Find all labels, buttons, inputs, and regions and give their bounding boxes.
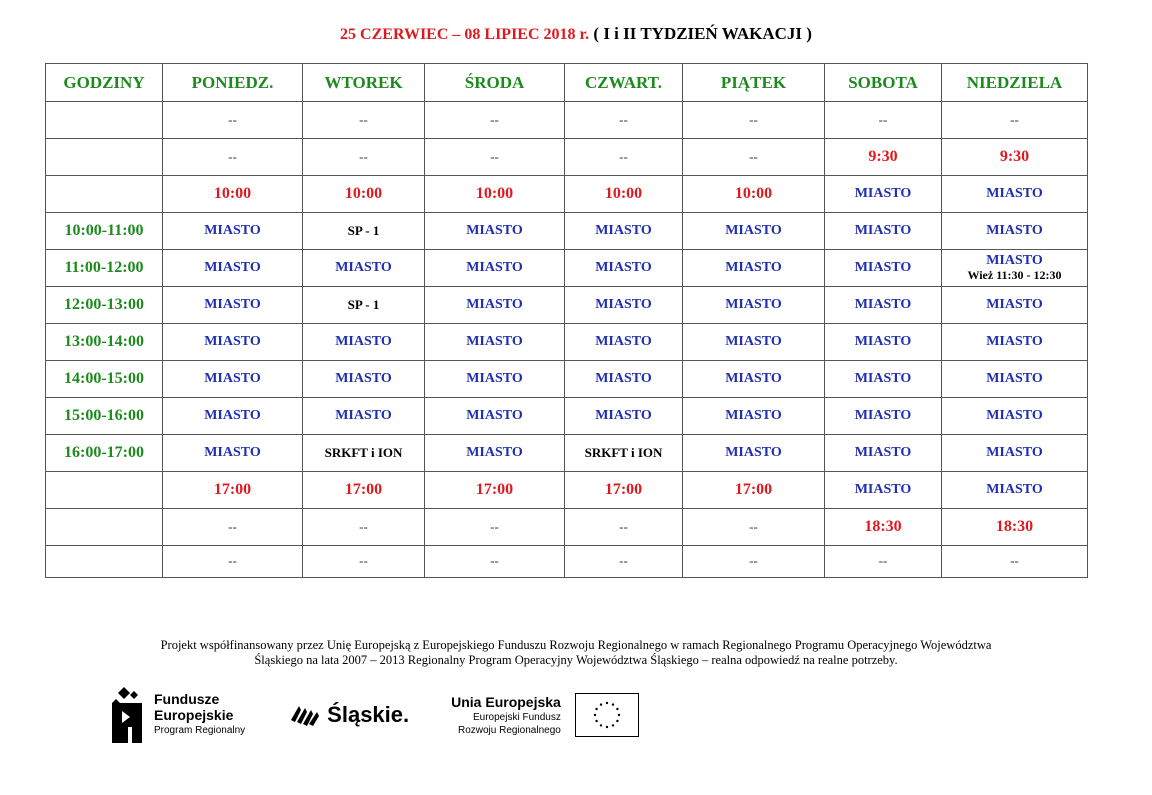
schedule-cell (942, 472, 1088, 509)
schedule-cell-text: MIASTO (595, 334, 652, 349)
eu-star (595, 708, 597, 710)
fe-line-3: Program Regionalny (154, 725, 246, 736)
schedule-cell-text: 10:00 (734, 185, 773, 202)
schedule-cell-text: MIASTO (854, 408, 912, 423)
schedule-cell (825, 398, 942, 435)
schedule-cell-text: MIASTO (725, 297, 782, 312)
schedule-cell-text: 17:00 (604, 481, 643, 498)
schedule-cell (942, 546, 1088, 578)
hour-cell: 15:00-16:00 (46, 398, 163, 435)
hour-cell (46, 176, 163, 213)
schedule-cell (163, 287, 303, 324)
schedule-cell (683, 361, 825, 398)
schedule-cell-text: 10:00 (213, 185, 252, 202)
schedule-cell (425, 435, 565, 472)
fe-line-1: Fundusze (154, 691, 220, 707)
schedule-cell (825, 509, 942, 546)
slaskie-text: Śląskie. (327, 702, 410, 727)
schedule-cell (163, 398, 303, 435)
schedule-cell-text: MIASTO (725, 408, 782, 423)
schedule-cell-text: MIASTO (986, 253, 1043, 268)
schedule-cell-text: MIASTO (595, 260, 652, 275)
schedule-cell-text: -- (490, 111, 499, 127)
schedule-cell-text: -- (749, 148, 758, 164)
schedule-cell (425, 213, 565, 250)
schedule-cell-text: 17:00 (734, 481, 773, 498)
schedule-cell (163, 250, 303, 287)
eu-line-1: Unia Europejska (451, 694, 561, 710)
schedule-cell-text: MIASTO (986, 297, 1043, 312)
schedule-cell (942, 139, 1088, 176)
schedule-cell-text: -- (359, 148, 368, 164)
schedule-cell (825, 324, 942, 361)
schedule-cell (683, 287, 825, 324)
schedule-cell-text: MIASTO (466, 371, 523, 386)
table-row (46, 102, 1088, 139)
schedule-cell-text: -- (490, 148, 499, 164)
column-header-day: CZWART. (565, 64, 683, 102)
schedule-cell (163, 361, 303, 398)
schedule-cell-text: MIASTO (986, 186, 1043, 201)
table-row (46, 435, 1088, 472)
schedule-cell (303, 398, 425, 435)
table-row (46, 509, 1088, 546)
column-header-day: ŚRODA (425, 64, 565, 102)
schedule-cell-text: MIASTO (854, 445, 912, 460)
schedule-cell (683, 509, 825, 546)
schedule-cell-text: -- (359, 553, 368, 568)
schedule-cell-text: MIASTO (204, 223, 261, 238)
eu-star (606, 726, 608, 728)
schedule-cell-text: MIASTO (986, 482, 1043, 497)
eu-star (612, 703, 614, 705)
schedule-cell-text: 17:00 (344, 481, 383, 498)
schedule-cell-text: MIASTO (595, 223, 652, 238)
schedule-cell (303, 102, 425, 139)
schedule-cell-text: -- (359, 111, 368, 127)
schedule-cell-text: MIASTO (335, 408, 392, 423)
schedule-cell (942, 361, 1088, 398)
schedule-cell (942, 435, 1088, 472)
schedule-cell (163, 102, 303, 139)
eu-star (612, 724, 614, 726)
table-row (46, 472, 1088, 509)
schedule-cell (425, 102, 565, 139)
schedule-cell (425, 546, 565, 578)
schedule-cell-note: Wież 11:30 - 12:30 (967, 268, 1062, 282)
schedule-cell-text: MIASTO (986, 223, 1043, 238)
eu-star (595, 720, 597, 722)
schedule-cell-text: -- (1010, 111, 1019, 127)
schedule-cell (303, 287, 425, 324)
schedule-cell (942, 324, 1088, 361)
hour-cell (46, 509, 163, 546)
schedule-cell-text: -- (1010, 553, 1019, 568)
schedule-cell-text: MIASTO (725, 260, 782, 275)
column-header-day: WTOREK (303, 64, 425, 102)
schedule-cell-text: 10:00 (604, 185, 643, 202)
schedule-cell-text: MIASTO (466, 223, 523, 238)
schedule-cell-text: -- (619, 518, 628, 534)
schedule-cell (942, 398, 1088, 435)
hour-cell: 10:00-11:00 (46, 213, 163, 250)
schedule-cell (683, 213, 825, 250)
schedule-cell-text: -- (359, 518, 368, 534)
column-header-day: SOBOTA (825, 64, 942, 102)
schedule-cell-text: MIASTO (466, 297, 523, 312)
schedule-cell (565, 509, 683, 546)
schedule-cell (303, 324, 425, 361)
schedule-cell-text: MIASTO (725, 223, 782, 238)
schedule-cell (565, 324, 683, 361)
schedule-cell-text: MIASTO (986, 334, 1043, 349)
schedule-cell-text: -- (228, 518, 237, 534)
schedule-cell-text: MIASTO (725, 371, 782, 386)
schedule-cell-text: MIASTO (595, 297, 652, 312)
schedule-cell (163, 546, 303, 578)
schedule-cell (425, 250, 565, 287)
eu-flag-icon (575, 693, 639, 737)
funding-note-line-2: Śląskiego na lata 2007 – 2013 Regionalny Program Operacyjny Województwa Śląskiego – realna odpowiedź na realne potrzeby. (254, 653, 898, 667)
schedule-cell (825, 546, 942, 578)
page-title (0, 24, 1152, 44)
schedule-cell (565, 472, 683, 509)
schedule-cell (825, 361, 942, 398)
schedule-cell (303, 176, 425, 213)
schedule-cell (825, 213, 942, 250)
schedule-cell-text: MIASTO (986, 371, 1043, 386)
title-dates: 25 CZERWIEC – 08 LIPIEC 2018 r. (340, 26, 590, 43)
schedule-cell-text: MIASTO (335, 334, 392, 349)
schedule-cell-text: MIASTO (725, 445, 782, 460)
schedule-cell-text: 10:00 (344, 185, 383, 202)
schedule-cell (425, 287, 565, 324)
schedule-cell (163, 472, 303, 509)
schedule-cell-text: MIASTO (204, 260, 261, 275)
schedule-cell-text: SRKFT i ION (324, 444, 403, 460)
schedule-cell-text: MIASTO (335, 260, 392, 275)
eu-star (594, 714, 596, 716)
schedule-cell-text: -- (878, 111, 888, 127)
schedule-cell (683, 435, 825, 472)
schedule-cell (425, 509, 565, 546)
schedule-cell (825, 139, 942, 176)
schedule-cell (942, 213, 1088, 250)
schedule-cell (565, 435, 683, 472)
schedule-cell (942, 102, 1088, 139)
schedule-cell (942, 509, 1088, 546)
table-row (46, 287, 1088, 324)
table-row (46, 361, 1088, 398)
schedule-cell (683, 176, 825, 213)
schedule-cell (683, 139, 825, 176)
slaskie-logo (287, 698, 409, 733)
schedule-cell (163, 213, 303, 250)
schedule-cell (163, 139, 303, 176)
hour-cell (46, 139, 163, 176)
schedule-cell-text: SRKFT i ION (584, 444, 663, 460)
schedule-cell-text: 10:00 (475, 185, 514, 202)
schedule-cell (425, 398, 565, 435)
hour-cell (46, 102, 163, 139)
hour-cell: 11:00-12:00 (46, 250, 163, 287)
slaskie-icon (287, 698, 321, 733)
schedule-cell-text: 9:30 (999, 148, 1030, 165)
schedule-cell-text: MIASTO (854, 371, 912, 386)
schedule-cell (565, 250, 683, 287)
fundusze-europejskie-logo (110, 687, 245, 743)
hour-cell: 13:00-14:00 (46, 324, 163, 361)
eu-star (616, 720, 618, 722)
eu-star (600, 703, 602, 705)
schedule-cell (565, 176, 683, 213)
column-header-hours: GODZINY (46, 64, 163, 102)
schedule-cell (303, 509, 425, 546)
eu-line-3: Rozwoju Regionalnego (457, 725, 561, 736)
schedule-cell (825, 176, 942, 213)
fe-line-2: Europejskie (154, 707, 234, 723)
schedule-cell-text: -- (878, 553, 888, 568)
eu-star (618, 714, 620, 716)
hour-cell (46, 472, 163, 509)
schedule-cell (683, 102, 825, 139)
schedule-cell (303, 361, 425, 398)
schedule-cell (565, 102, 683, 139)
hour-cell: 14:00-15:00 (46, 361, 163, 398)
schedule-cell (825, 250, 942, 287)
schedule-cell-text: MIASTO (854, 260, 912, 275)
schedule-cell-text: 18:30 (864, 518, 902, 535)
schedule-cell-text: -- (490, 553, 499, 568)
schedule-cell-text: MIASTO (204, 445, 261, 460)
schedule-cell (425, 361, 565, 398)
hour-cell: 12:00-13:00 (46, 287, 163, 324)
schedule-cell (303, 472, 425, 509)
schedule-cell-text: -- (619, 111, 628, 127)
schedule-cell (942, 287, 1088, 324)
schedule-cell-text: MIASTO (854, 223, 912, 238)
schedule-cell (565, 361, 683, 398)
schedule-cell-text: MIASTO (204, 334, 261, 349)
schedule-cell (683, 398, 825, 435)
schedule-cell-text: -- (228, 553, 237, 568)
schedule-cell (425, 176, 565, 213)
schedule-cell (565, 398, 683, 435)
schedule-cell-text: -- (749, 518, 758, 534)
table-row (46, 398, 1088, 435)
schedule-cell (825, 287, 942, 324)
schedule-cell-text: -- (490, 518, 499, 534)
schedule-cell (425, 324, 565, 361)
schedule-cell-text: -- (228, 148, 237, 164)
schedule-cell-text: -- (228, 111, 237, 127)
schedule-cell-text: MIASTO (466, 408, 523, 423)
schedule-cell-text: -- (749, 553, 758, 568)
schedule-cell (565, 546, 683, 578)
column-header-day: NIEDZIELA (942, 64, 1088, 102)
schedule-cell (303, 250, 425, 287)
schedule-cell-text: 17:00 (475, 481, 514, 498)
schedule-cell (825, 102, 942, 139)
schedule-cell-text: MIASTO (466, 260, 523, 275)
eu-star (616, 708, 618, 710)
schedule-table (45, 63, 1088, 578)
header-row (46, 64, 1088, 102)
table-row (46, 324, 1088, 361)
eu-star (606, 702, 608, 704)
schedule-cell-text: -- (749, 111, 758, 127)
schedule-cell-text: MIASTO (854, 186, 912, 201)
schedule-cell-text: MIASTO (204, 408, 261, 423)
sponsor-logos (110, 685, 639, 745)
schedule-cell (565, 213, 683, 250)
eu-star (600, 724, 602, 726)
schedule-cell-text: MIASTO (466, 445, 523, 460)
schedule-cell-text: MIASTO (854, 297, 912, 312)
schedule-cell (303, 435, 425, 472)
schedule-cell-text: MIASTO (725, 334, 782, 349)
schedule-cell (163, 509, 303, 546)
schedule-cell-text: -- (619, 553, 628, 568)
schedule-cell (942, 176, 1088, 213)
schedule-cell (683, 324, 825, 361)
schedule-cell-text: MIASTO (595, 371, 652, 386)
schedule-cell-text: MIASTO (335, 371, 392, 386)
table-row (46, 213, 1088, 250)
column-header-day: PIĄTEK (683, 64, 825, 102)
schedule-cell-text: MIASTO (854, 482, 912, 497)
title-subtitle: ( I i II TYDZIEŃ WAKACJI ) (593, 24, 812, 43)
schedule-cell (942, 250, 1088, 287)
schedule-cell-text: MIASTO (595, 408, 652, 423)
schedule-cell (163, 435, 303, 472)
table-row (46, 250, 1088, 287)
schedule-cell (683, 472, 825, 509)
schedule-cell (163, 176, 303, 213)
funding-note (60, 638, 1092, 668)
schedule-cell-text: 9:30 (868, 148, 898, 165)
schedule-cell (565, 139, 683, 176)
schedule-cell (163, 324, 303, 361)
schedule-cell-text: MIASTO (986, 408, 1043, 423)
schedule-cell-text: MIASTO (986, 445, 1043, 460)
table-row (46, 546, 1088, 578)
schedule-cell (565, 287, 683, 324)
schedule-cell (303, 213, 425, 250)
hour-cell: 16:00-17:00 (46, 435, 163, 472)
schedule-cell-text: MIASTO (204, 371, 261, 386)
schedule-cell-text: -- (619, 148, 628, 164)
schedule-cell (303, 546, 425, 578)
schedule-cell-text: SP - 1 (347, 222, 380, 238)
eu-line-2: Europejski Fundusz (473, 712, 561, 723)
schedule-cell (825, 472, 942, 509)
schedule-cell-text: MIASTO (854, 334, 912, 349)
schedule-cell-text: SP - 1 (347, 296, 380, 312)
schedule-cell-text: MIASTO (204, 297, 261, 312)
schedule-cell-text: 18:30 (995, 518, 1034, 535)
schedule-cell (825, 435, 942, 472)
schedule-cell (425, 139, 565, 176)
funding-note-line-1: Projekt współfinansowany przez Unię Europejską z Europejskiego Funduszu Rozwoju Regionalnego w ramach Regionalnego Programu Operacyjnego Województwa (160, 638, 992, 652)
fundusze-europejskie-icon (110, 687, 144, 743)
schedule-cell (425, 472, 565, 509)
schedule-cell (683, 546, 825, 578)
table-row (46, 176, 1088, 213)
column-header-day: PONIEDZ. (163, 64, 303, 102)
hour-cell (46, 546, 163, 578)
schedule-cell (683, 250, 825, 287)
table-row (46, 139, 1088, 176)
schedule-cell-text: 17:00 (213, 481, 252, 498)
schedule-cell (303, 139, 425, 176)
unia-europejska-logo (451, 693, 639, 737)
schedule-cell-text: MIASTO (466, 334, 523, 349)
